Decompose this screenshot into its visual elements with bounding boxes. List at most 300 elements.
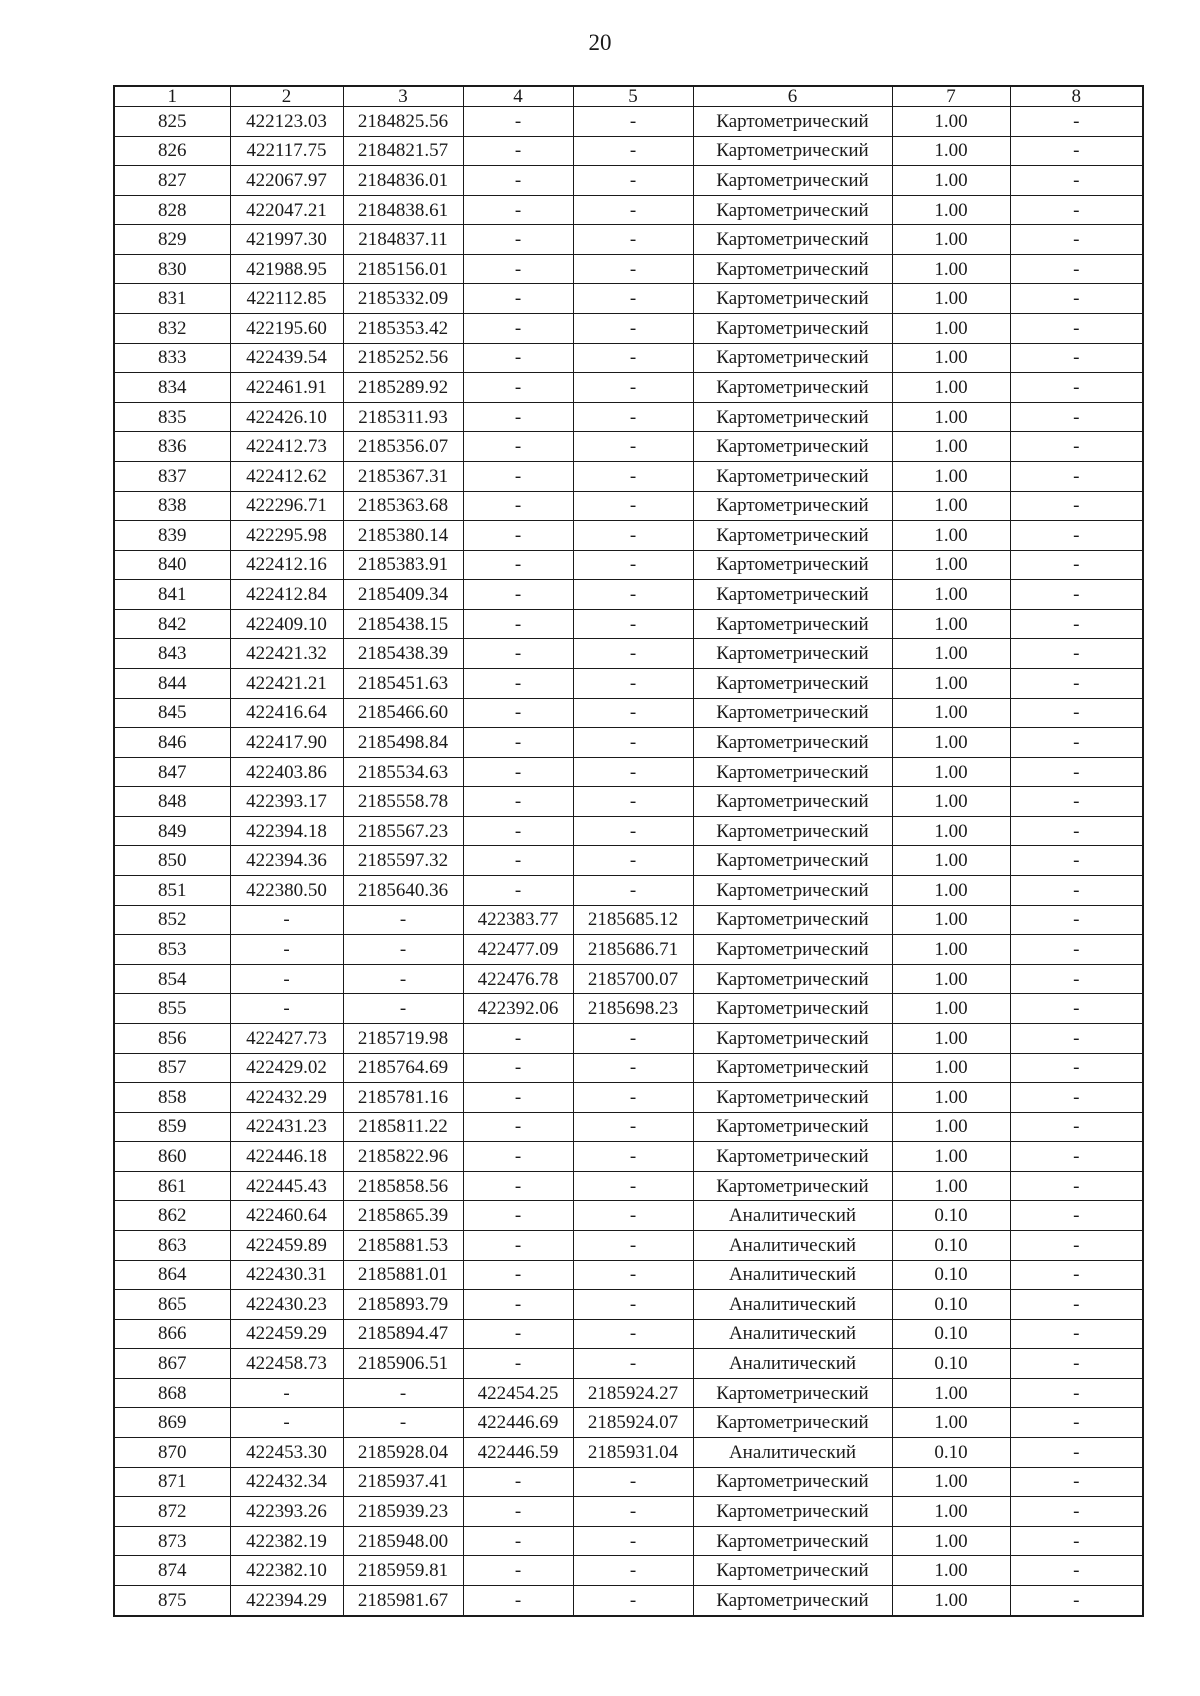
column-header-7: 7 (892, 86, 1010, 107)
table-cell-col-4: - (463, 1260, 573, 1290)
table-cell-col-3: 2185356.07 (343, 432, 463, 462)
table-cell-col-4: - (463, 1467, 573, 1497)
table-cell-col-4: - (463, 1201, 573, 1231)
table-row (114, 994, 1143, 1024)
table-row (114, 1201, 1143, 1231)
table-cell-col-8: - (1010, 136, 1143, 166)
table-cell-col-2: 422417.90 (230, 728, 343, 758)
table-cell-col-4: - (463, 225, 573, 255)
table-cell-col-5: 2185700.07 (573, 964, 693, 994)
table-cell-col-1: 838 (114, 491, 230, 521)
table-cell-col-7: 0.10 (892, 1201, 1010, 1231)
table-cell-col-5: - (573, 1260, 693, 1290)
table-cell-col-3: 2184838.61 (343, 195, 463, 225)
table-cell-col-5: - (573, 846, 693, 876)
table-cell-col-2: 422380.50 (230, 876, 343, 906)
table-cell-col-2: 422067.97 (230, 166, 343, 196)
table-cell-col-7: 1.00 (892, 491, 1010, 521)
table-cell-col-1: 847 (114, 757, 230, 787)
table-cell-col-4: - (463, 107, 573, 137)
table-cell-col-6: Картометрический (693, 136, 892, 166)
table-cell-col-3: 2185534.63 (343, 757, 463, 787)
table-cell-col-6: Картометрический (693, 1171, 892, 1201)
table-cell-col-7: 1.00 (892, 1142, 1010, 1172)
table-cell-col-2: 422459.29 (230, 1319, 343, 1349)
table-cell-col-3: 2185959.81 (343, 1556, 463, 1586)
column-header-6: 6 (693, 86, 892, 107)
table-cell-col-2: 422393.17 (230, 787, 343, 817)
table-cell-col-3: 2185332.09 (343, 284, 463, 314)
table-row (114, 432, 1143, 462)
table-cell-col-8: - (1010, 550, 1143, 580)
table-cell-col-5: - (573, 668, 693, 698)
table-cell-col-4: - (463, 314, 573, 344)
table-cell-col-2: 422429.02 (230, 1053, 343, 1083)
table-cell-col-7: 1.00 (892, 1171, 1010, 1201)
table-cell-col-4: - (463, 284, 573, 314)
table-cell-col-1: 855 (114, 994, 230, 1024)
table-cell-col-2: 422412.16 (230, 550, 343, 580)
table-cell-col-6: Картометрический (693, 1585, 892, 1616)
table-cell-col-4: - (463, 1142, 573, 1172)
table-row (114, 550, 1143, 580)
table-cell-col-6: Картометрический (693, 402, 892, 432)
table-cell-col-8: - (1010, 639, 1143, 669)
table-cell-col-6: Картометрический (693, 698, 892, 728)
table-cell-col-6: Картометрический (693, 1112, 892, 1142)
table-cell-col-3: 2185383.91 (343, 550, 463, 580)
table-cell-col-4: - (463, 668, 573, 698)
table-cell-col-2: 422432.34 (230, 1467, 343, 1497)
table-cell-col-8: - (1010, 1053, 1143, 1083)
table-cell-col-7: 0.10 (892, 1438, 1010, 1468)
table-cell-col-8: - (1010, 314, 1143, 344)
table-cell-col-3: 2185719.98 (343, 1023, 463, 1053)
table-cell-col-6: Картометрический (693, 432, 892, 462)
table-cell-col-4: - (463, 1349, 573, 1379)
table-cell-col-3: 2185597.32 (343, 846, 463, 876)
table-cell-col-4: - (463, 343, 573, 373)
table-cell-col-6: Аналитический (693, 1230, 892, 1260)
table-row (114, 1290, 1143, 1320)
table-row (114, 964, 1143, 994)
table-cell-col-8: - (1010, 1319, 1143, 1349)
table-cell-col-7: 1.00 (892, 195, 1010, 225)
table-cell-col-3: 2185893.79 (343, 1290, 463, 1320)
table-cell-col-8: - (1010, 1083, 1143, 1113)
table-row (114, 639, 1143, 669)
table-cell-col-5: - (573, 1083, 693, 1113)
table-cell-col-1: 844 (114, 668, 230, 698)
table-cell-col-7: 1.00 (892, 314, 1010, 344)
table-cell-col-2: 422460.64 (230, 1201, 343, 1231)
table-cell-col-2: 422445.43 (230, 1171, 343, 1201)
table-cell-col-8: - (1010, 580, 1143, 610)
table-cell-col-5: - (573, 1556, 693, 1586)
column-header-1: 1 (114, 86, 230, 107)
table-cell-col-1: 846 (114, 728, 230, 758)
table-cell-col-1: 871 (114, 1467, 230, 1497)
table-cell-col-7: 1.00 (892, 136, 1010, 166)
table-cell-col-6: Картометрический (693, 905, 892, 935)
column-header-8: 8 (1010, 86, 1143, 107)
table-cell-col-3: 2185289.92 (343, 373, 463, 403)
table-cell-col-4: - (463, 254, 573, 284)
table-cell-col-5: - (573, 432, 693, 462)
table-cell-col-4: - (463, 698, 573, 728)
table-cell-col-4: - (463, 521, 573, 551)
table-cell-col-7: 1.00 (892, 432, 1010, 462)
table-cell-col-3: 2185498.84 (343, 728, 463, 758)
table-cell-col-2: - (230, 905, 343, 935)
table-cell-col-5: - (573, 1290, 693, 1320)
table-cell-col-7: 1.00 (892, 107, 1010, 137)
table-cell-col-8: - (1010, 373, 1143, 403)
table-cell-col-1: 851 (114, 876, 230, 906)
table-cell-col-1: 872 (114, 1497, 230, 1527)
table-cell-col-3: 2185881.53 (343, 1230, 463, 1260)
table-cell-col-4: - (463, 1290, 573, 1320)
table-cell-col-2: 422382.19 (230, 1526, 343, 1556)
table-cell-col-1: 865 (114, 1290, 230, 1320)
table-cell-col-2: 422453.30 (230, 1438, 343, 1468)
table-row (114, 343, 1143, 373)
table-cell-col-8: - (1010, 1438, 1143, 1468)
table-cell-col-5: - (573, 757, 693, 787)
table-cell-col-7: 1.00 (892, 1585, 1010, 1616)
table-cell-col-7: 1.00 (892, 1526, 1010, 1556)
table-cell-col-5: - (573, 402, 693, 432)
table-cell-col-6: Картометрический (693, 1142, 892, 1172)
table-cell-col-1: 827 (114, 166, 230, 196)
table-cell-col-5: - (573, 550, 693, 580)
table-cell-col-7: 1.00 (892, 373, 1010, 403)
table-cell-col-2: - (230, 1408, 343, 1438)
table-row (114, 1230, 1143, 1260)
table-cell-col-8: - (1010, 1023, 1143, 1053)
table-cell-col-2: 422403.86 (230, 757, 343, 787)
table-cell-col-8: - (1010, 1378, 1143, 1408)
table-cell-col-2: 422394.18 (230, 816, 343, 846)
table-cell-col-1: 833 (114, 343, 230, 373)
table-row (114, 1585, 1143, 1616)
table-cell-col-5: - (573, 1230, 693, 1260)
table-cell-col-5: - (573, 521, 693, 551)
table-cell-col-8: - (1010, 491, 1143, 521)
table-cell-col-7: 0.10 (892, 1349, 1010, 1379)
table-cell-col-5: - (573, 225, 693, 255)
table-cell-col-4: - (463, 432, 573, 462)
table-cell-col-8: - (1010, 1585, 1143, 1616)
table-cell-col-8: - (1010, 905, 1143, 935)
column-header-3: 3 (343, 86, 463, 107)
coordinates-table (113, 85, 1144, 1617)
table-row (114, 609, 1143, 639)
table-cell-col-1: 836 (114, 432, 230, 462)
table-cell-col-6: Аналитический (693, 1290, 892, 1320)
table-cell-col-7: 1.00 (892, 876, 1010, 906)
table-cell-col-6: Картометрический (693, 1526, 892, 1556)
table-cell-col-5: - (573, 1201, 693, 1231)
table-cell-col-7: 1.00 (892, 639, 1010, 669)
table-cell-col-2: 422047.21 (230, 195, 343, 225)
table-cell-col-4: - (463, 402, 573, 432)
table-cell-col-3: 2184836.01 (343, 166, 463, 196)
table-cell-col-6: Картометрический (693, 1053, 892, 1083)
table-cell-col-5: - (573, 166, 693, 196)
table-cell-col-6: Аналитический (693, 1319, 892, 1349)
table-row (114, 1467, 1143, 1497)
table-cell-col-5: - (573, 1319, 693, 1349)
table-row (114, 1556, 1143, 1586)
table-cell-col-3: 2185558.78 (343, 787, 463, 817)
table-cell-col-1: 863 (114, 1230, 230, 1260)
table-cell-col-4: - (463, 609, 573, 639)
table-cell-col-5: - (573, 876, 693, 906)
table-cell-col-2: 422416.64 (230, 698, 343, 728)
table-cell-col-4: 422477.09 (463, 935, 573, 965)
table-cell-col-6: Картометрический (693, 314, 892, 344)
table-cell-col-6: Картометрический (693, 728, 892, 758)
table-cell-col-7: 1.00 (892, 1408, 1010, 1438)
table-row (114, 107, 1143, 137)
table-cell-col-8: - (1010, 284, 1143, 314)
table-cell-col-6: Аналитический (693, 1201, 892, 1231)
column-header-2: 2 (230, 86, 343, 107)
table-cell-col-6: Картометрический (693, 1408, 892, 1438)
table-cell-col-1: 866 (114, 1319, 230, 1349)
table-cell-col-3: 2185363.68 (343, 491, 463, 521)
table-cell-col-5: - (573, 698, 693, 728)
table-cell-col-3: 2184837.11 (343, 225, 463, 255)
table-cell-col-3: 2185937.41 (343, 1467, 463, 1497)
table-cell-col-8: - (1010, 225, 1143, 255)
table-cell-col-4: - (463, 1319, 573, 1349)
table-cell-col-6: Картометрический (693, 195, 892, 225)
table-cell-col-7: 1.00 (892, 166, 1010, 196)
table-cell-col-7: 1.00 (892, 1083, 1010, 1113)
table-row (114, 876, 1143, 906)
table-cell-col-6: Картометрический (693, 964, 892, 994)
table-row (114, 935, 1143, 965)
table-row (114, 757, 1143, 787)
table-cell-col-1: 861 (114, 1171, 230, 1201)
table-cell-col-5: - (573, 373, 693, 403)
table-cell-col-2: 422296.71 (230, 491, 343, 521)
table-cell-col-8: - (1010, 1201, 1143, 1231)
table-cell-col-8: - (1010, 1349, 1143, 1379)
table-cell-col-1: 826 (114, 136, 230, 166)
table-cell-col-8: - (1010, 1142, 1143, 1172)
table-cell-col-3: 2185353.42 (343, 314, 463, 344)
table-cell-col-7: 1.00 (892, 1023, 1010, 1053)
table-cell-col-3: 2184821.57 (343, 136, 463, 166)
table-cell-col-3: 2185567.23 (343, 816, 463, 846)
table-cell-col-8: - (1010, 1408, 1143, 1438)
table-cell-col-8: - (1010, 1171, 1143, 1201)
table-cell-col-7: 1.00 (892, 846, 1010, 876)
table-cell-col-6: Картометрический (693, 668, 892, 698)
table-cell-col-6: Картометрический (693, 254, 892, 284)
table-cell-col-2: 422431.23 (230, 1112, 343, 1142)
table-cell-col-2: 422421.32 (230, 639, 343, 669)
table-cell-col-5: 2185685.12 (573, 905, 693, 935)
table-cell-col-6: Картометрический (693, 491, 892, 521)
table-cell-col-1: 873 (114, 1526, 230, 1556)
table-cell-col-6: Картометрический (693, 550, 892, 580)
table-cell-col-3: 2185781.16 (343, 1083, 463, 1113)
table-cell-col-1: 832 (114, 314, 230, 344)
table-cell-col-2: 422439.54 (230, 343, 343, 373)
table-cell-col-3: 2185881.01 (343, 1260, 463, 1290)
table-row (114, 1349, 1143, 1379)
table-row (114, 846, 1143, 876)
table-cell-col-3: 2185858.56 (343, 1171, 463, 1201)
table-cell-col-5: - (573, 107, 693, 137)
table-cell-col-2: 422394.36 (230, 846, 343, 876)
table-cell-col-6: Картометрический (693, 580, 892, 610)
table-cell-col-6: Картометрический (693, 816, 892, 846)
table-cell-col-8: - (1010, 698, 1143, 728)
table-cell-col-7: 1.00 (892, 1467, 1010, 1497)
table-cell-col-2: 422432.29 (230, 1083, 343, 1113)
table-cell-col-7: 1.00 (892, 550, 1010, 580)
table-cell-col-5: - (573, 1171, 693, 1201)
table-cell-col-3: 2185906.51 (343, 1349, 463, 1379)
table-cell-col-1: 830 (114, 254, 230, 284)
table-cell-col-8: - (1010, 1112, 1143, 1142)
table-cell-col-6: Картометрический (693, 1023, 892, 1053)
table-cell-col-5: - (573, 639, 693, 669)
table-cell-col-3: - (343, 1378, 463, 1408)
table-cell-col-1: 856 (114, 1023, 230, 1053)
table-cell-col-1: 853 (114, 935, 230, 965)
table-cell-col-7: 1.00 (892, 787, 1010, 817)
table-cell-col-5: - (573, 461, 693, 491)
table-row (114, 580, 1143, 610)
table-cell-col-3: - (343, 1408, 463, 1438)
table-cell-col-5: - (573, 1023, 693, 1053)
table-cell-col-1: 849 (114, 816, 230, 846)
table-cell-col-4: - (463, 846, 573, 876)
table-cell-col-8: - (1010, 668, 1143, 698)
table-cell-col-5: - (573, 343, 693, 373)
table-cell-col-2: 422393.26 (230, 1497, 343, 1527)
table-cell-col-7: 1.00 (892, 728, 1010, 758)
table-cell-col-7: 0.10 (892, 1230, 1010, 1260)
table-header-row (114, 86, 1143, 107)
table-cell-col-8: - (1010, 1526, 1143, 1556)
table-cell-col-7: 1.00 (892, 580, 1010, 610)
table-cell-col-3: 2185981.67 (343, 1585, 463, 1616)
column-header-5: 5 (573, 86, 693, 107)
table-cell-col-6: Картометрический (693, 373, 892, 403)
table-cell-col-4: 422454.25 (463, 1378, 573, 1408)
table-cell-col-5: - (573, 1526, 693, 1556)
table-cell-col-4: - (463, 816, 573, 846)
table-cell-col-6: Аналитический (693, 1438, 892, 1468)
table-cell-col-1: 852 (114, 905, 230, 935)
table-cell-col-2: 422412.84 (230, 580, 343, 610)
table-cell-col-2: 422430.31 (230, 1260, 343, 1290)
table-cell-col-6: Картометрический (693, 787, 892, 817)
table-row (114, 668, 1143, 698)
table-cell-col-7: 1.00 (892, 757, 1010, 787)
table-cell-col-1: 837 (114, 461, 230, 491)
table-cell-col-2: 422394.29 (230, 1585, 343, 1616)
table-cell-col-4: 422392.06 (463, 994, 573, 1024)
table-cell-col-3: 2185939.23 (343, 1497, 463, 1527)
table-cell-col-6: Картометрический (693, 757, 892, 787)
table-cell-col-5: - (573, 580, 693, 610)
table-cell-col-3: 2185311.93 (343, 402, 463, 432)
table-cell-col-3: 2185156.01 (343, 254, 463, 284)
table-cell-col-4: - (463, 1526, 573, 1556)
table-cell-col-4: - (463, 1230, 573, 1260)
table-cell-col-1: 870 (114, 1438, 230, 1468)
table-cell-col-4: - (463, 639, 573, 669)
table-cell-col-3: 2185451.63 (343, 668, 463, 698)
table-cell-col-6: Картометрический (693, 935, 892, 965)
table-cell-col-3: 2185865.39 (343, 1201, 463, 1231)
table-cell-col-8: - (1010, 728, 1143, 758)
table-cell-col-7: 1.00 (892, 609, 1010, 639)
table-cell-col-4: - (463, 461, 573, 491)
table-cell-col-4: - (463, 1556, 573, 1586)
table-cell-col-8: - (1010, 964, 1143, 994)
table-cell-col-1: 862 (114, 1201, 230, 1231)
table-cell-col-5: - (573, 314, 693, 344)
table-row (114, 1378, 1143, 1408)
table-cell-col-1: 854 (114, 964, 230, 994)
table-cell-col-5: - (573, 1142, 693, 1172)
table-cell-col-8: - (1010, 1497, 1143, 1527)
table-cell-col-6: Картометрический (693, 876, 892, 906)
table-cell-col-4: - (463, 1171, 573, 1201)
table-cell-col-2: 422412.73 (230, 432, 343, 462)
table-cell-col-7: 1.00 (892, 343, 1010, 373)
table-row (114, 698, 1143, 728)
table-cell-col-8: - (1010, 609, 1143, 639)
column-header-4: 4 (463, 86, 573, 107)
table-cell-col-6: Картометрический (693, 1467, 892, 1497)
table-cell-col-1: 857 (114, 1053, 230, 1083)
table-cell-col-6: Картометрический (693, 1556, 892, 1586)
table-cell-col-5: - (573, 254, 693, 284)
table-cell-col-1: 835 (114, 402, 230, 432)
table-cell-col-1: 858 (114, 1083, 230, 1113)
table-row (114, 1023, 1143, 1053)
table-cell-col-6: Картометрический (693, 846, 892, 876)
table-cell-col-6: Аналитический (693, 1349, 892, 1379)
table-cell-col-1: 842 (114, 609, 230, 639)
table-row (114, 1142, 1143, 1172)
table-cell-col-1: 834 (114, 373, 230, 403)
table-cell-col-5: 2185686.71 (573, 935, 693, 965)
table-cell-col-8: - (1010, 461, 1143, 491)
table-cell-col-4: - (463, 728, 573, 758)
table-cell-col-6: Картометрический (693, 166, 892, 196)
table-cell-col-3: 2185894.47 (343, 1319, 463, 1349)
table-cell-col-4: - (463, 1023, 573, 1053)
table-cell-col-6: Аналитический (693, 1260, 892, 1290)
table-cell-col-6: Картометрический (693, 461, 892, 491)
table-cell-col-8: - (1010, 816, 1143, 846)
table-cell-col-5: - (573, 1497, 693, 1527)
table-cell-col-7: 1.00 (892, 816, 1010, 846)
table-cell-col-1: 867 (114, 1349, 230, 1379)
table-cell-col-1: 828 (114, 195, 230, 225)
